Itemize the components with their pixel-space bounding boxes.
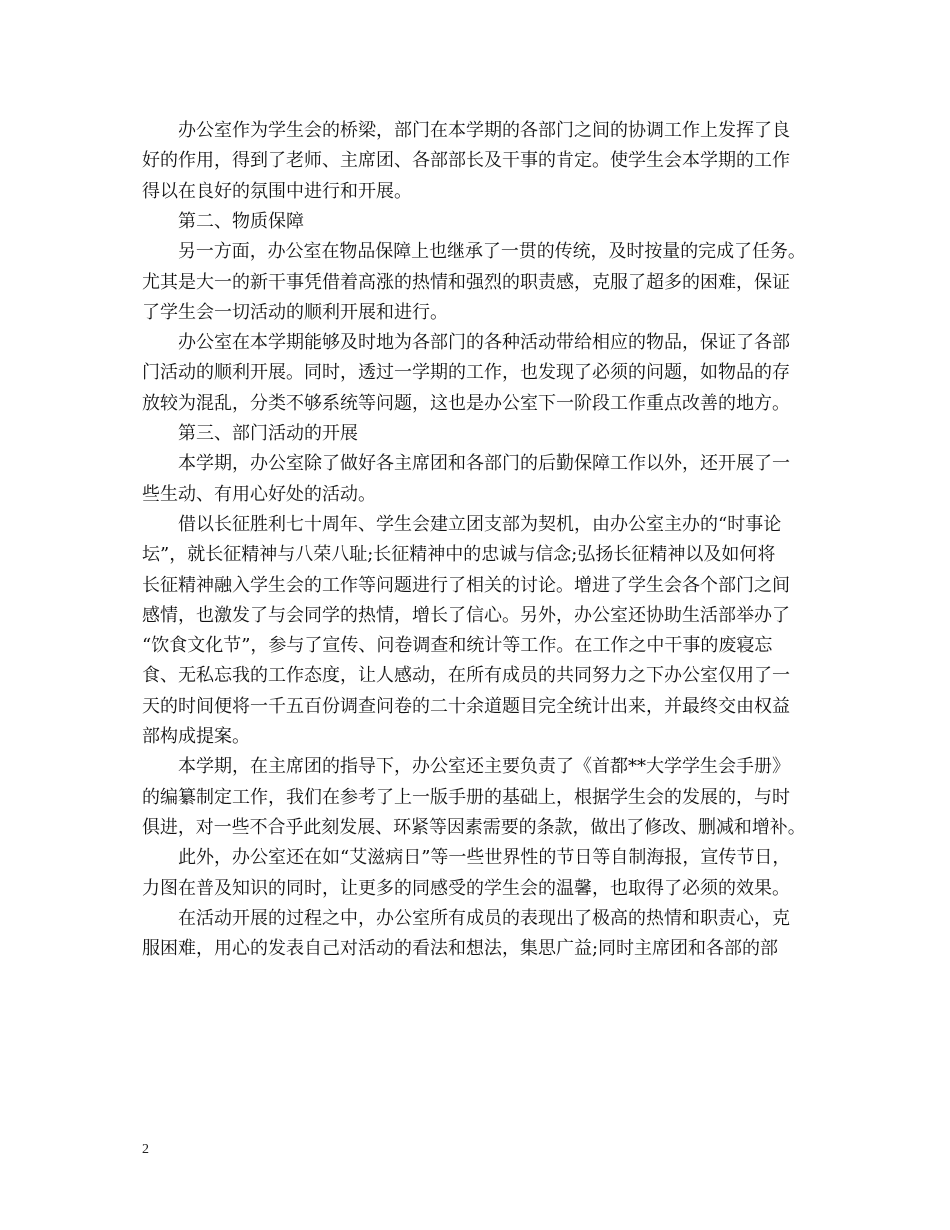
text-line: 些生动、有用心好处的活动。	[142, 483, 376, 505]
text-line: 得以在良好的氛围中进行和开展。	[142, 180, 412, 202]
text-line: 长征精神融入学生会的工作等问题进行了相关的讨论。增进了学生会各个部门之间	[142, 574, 790, 596]
text-line: 服困难，用心的发表自己对活动的看法和想法，集思广益;同时主席团和各部的部	[142, 938, 779, 960]
text-line: “饮食文化节”，参与了宣传、问卷调查和统计等工作。在工作之中干事的废寝忘	[142, 635, 773, 657]
text-line: 第三、部门活动的开展	[178, 423, 358, 444]
text-line: 食、无私忘我的工作态度，让人感动，在所有成员的共同努力之下办公室仅用了一	[142, 665, 790, 687]
text-line: 尤其是大一的新干事凭借着高涨的热情和强烈的职责感，克服了超多的困难，保证	[142, 271, 790, 293]
text-line: 第二、物质保障	[178, 210, 304, 232]
text-line: 好的作用，得到了老师、主席团、各部部长及干事的肯定。使学生会本学期的工作	[142, 150, 790, 172]
text-line: 借以长征胜利七十周年、学生会建立团支部为契机，由办公室主办的“时事论	[178, 513, 782, 535]
text-line: 放较为混乱，分类不够系统等问题，这也是办公室下一阶段工作重点改善的地方。	[142, 392, 790, 414]
text-line: 感情，也激发了与会同学的热情，增长了信心。另外，办公室还协助生活部举办了	[142, 604, 790, 626]
text-line: 俱进，对一些不合乎此刻发展、环紧等因素需要的条款，做出了修改、删减和增补。	[142, 816, 806, 838]
text-line: 天的时间便将一千五百份调查问卷的二十余道题目完全统计出来，并最终交由权益	[142, 695, 790, 717]
text-line: 本学期，办公室除了做好各主席团和各部门的后勤保障工作以外，还开展了一	[178, 453, 790, 475]
text-line: 本学期，在主席团的指导下，办公室还主要负责了《首都**大学学生会手册》	[178, 756, 790, 778]
text-line: 门活动的顺利开展。同时，透过一学期的工作，也发现了必须的问题，如物品的存	[142, 362, 790, 384]
text-line: 坛”，就长征精神与八荣八耻;长征精神中的忠诚与信念;弘扬长征精神以及如何将	[142, 544, 776, 566]
text-line: 在活动开展的过程之中，办公室所有成员的表现出了极高的热情和职责心，克	[178, 907, 790, 929]
page-number: 2	[142, 1142, 149, 1157]
text-line: 部构成提案。	[142, 726, 250, 747]
text-line: 的编纂制定工作，我们在参考了上一版手册的基础上，根据学生会的发展的，与时	[142, 786, 790, 808]
text-line: 办公室作为学生会的桥梁，部门在本学期的各部门之间的协调工作上发挥了良	[178, 120, 790, 141]
text-line: 另一方面，办公室在物品保障上也继承了一贯的传统，及时按量的完成了任务。	[178, 241, 806, 263]
text-line: 此外，办公室还在如“艾滋病日”等一些世界性的节日等自制海报，宣传节日，	[178, 847, 791, 869]
text-line: 办公室在本学期能够及时地为各部门的各种活动带给相应的物品，保证了各部	[178, 332, 790, 354]
text-line: 了学生会一切活动的顺利开展和进行。	[142, 301, 448, 323]
text-line: 力图在普及知识的同时，让更多的同感受的学生会的温馨，也取得了必须的效果。	[142, 877, 790, 899]
